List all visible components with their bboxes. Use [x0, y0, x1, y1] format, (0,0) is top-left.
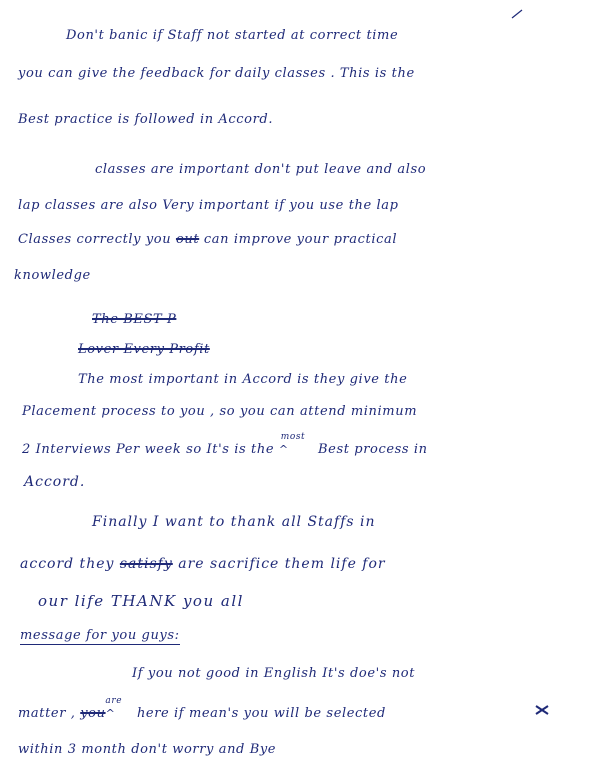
- p2-line3-before: Classes correctly you: [18, 232, 172, 247]
- struck-line1: The BEST P: [92, 312, 177, 327]
- insertion-caret-2: ^: [105, 707, 116, 720]
- p2-line3-struck-word: out: [175, 232, 200, 247]
- p5-line2-before: matter ,: [18, 706, 76, 721]
- p5-line3: within 3 month don't worry and Bye: [18, 742, 277, 757]
- p3-line3-insert: most: [280, 432, 306, 442]
- p4-line2-before: accord they: [20, 556, 115, 572]
- p1-line3: Best practice is followed in Accord.: [18, 112, 274, 127]
- p3-line1: The most important in Accord is they give the: [78, 372, 408, 387]
- p3-line3-before: 2 Interviews Per week so It's is the: [22, 442, 275, 457]
- p4-line3: our life THANK you all: [38, 592, 244, 610]
- p4-line2-after: are sacrifice them life for: [178, 556, 386, 572]
- p2-line4: knowledge: [14, 268, 91, 283]
- p5-line1: If you not good in English It's doe's not: [132, 666, 416, 681]
- p1-line1: Don't banic if Staff not started at correct time: [66, 28, 399, 43]
- p4-line2-struck-word: satisfy: [119, 556, 173, 572]
- message-heading-text: message for you guys:: [20, 628, 180, 643]
- p5-line2-struck-word: you: [80, 706, 106, 721]
- p5-line2-insert: are: [105, 696, 123, 706]
- pen-mark-top: [512, 10, 522, 18]
- p2-line1: classes are important don't put leave and also: [95, 162, 427, 177]
- insertion-caret: ^: [278, 443, 289, 456]
- struck-line2: Lover Every Profit: [78, 342, 210, 357]
- p1-line2: you can give the feedback for daily classes . This is the: [18, 66, 415, 81]
- p3-line3-after: Best process in: [318, 442, 428, 457]
- p5-line2-after: here if mean's you will be selected: [136, 706, 386, 721]
- p3-line2: Placement process to you , so you can attend minimum: [22, 404, 418, 419]
- p2-line3-after: can improve your practical: [203, 232, 398, 247]
- p4-line1: Finally I want to thank all Staffs in: [92, 514, 376, 530]
- p3-line4: Accord.: [24, 474, 86, 490]
- p2-line2: lap classes are also Very important if you use the lap: [18, 198, 399, 213]
